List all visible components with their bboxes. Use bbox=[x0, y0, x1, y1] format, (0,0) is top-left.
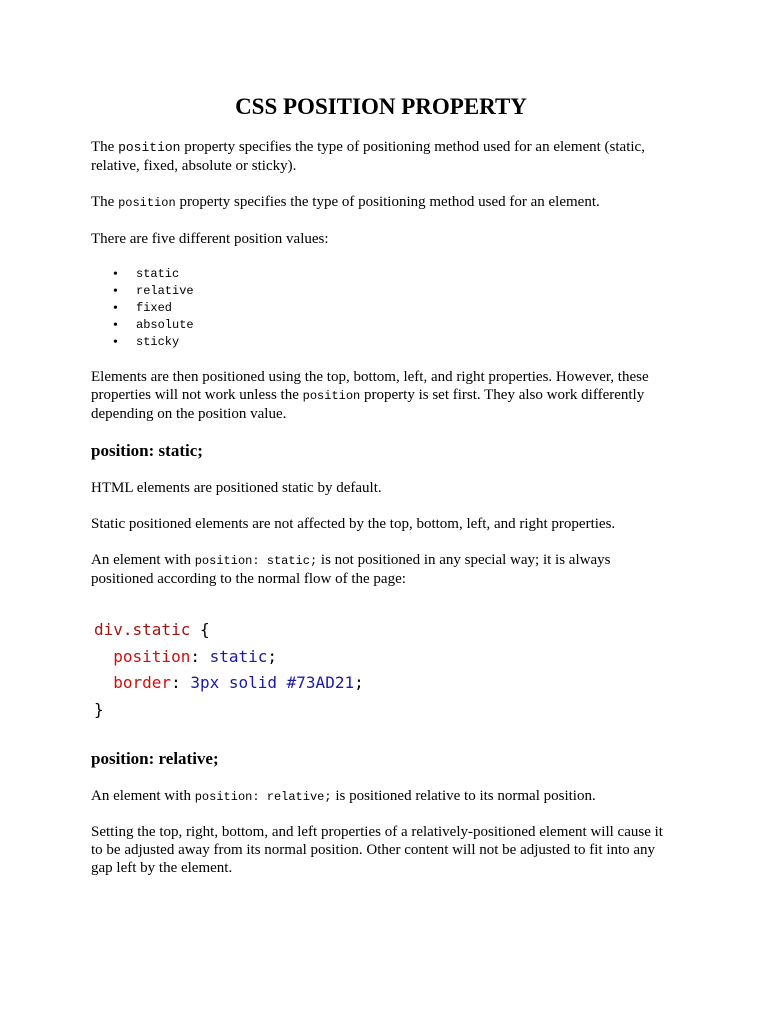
code-open-brace: { bbox=[190, 620, 210, 639]
list-item bbox=[91, 266, 194, 283]
intro2-text-pre: The bbox=[91, 194, 119, 210]
code-line-2: position: static; bbox=[113, 646, 278, 666]
static-paragraph-3 bbox=[91, 551, 631, 588]
code-property-1: position bbox=[113, 646, 191, 666]
intro2-text-post: property specifies the type of positioning method used for an element. bbox=[175, 194, 600, 210]
code-close-brace: } bbox=[94, 699, 104, 719]
position-values-list bbox=[91, 266, 194, 351]
values-intro: There are five different position values: bbox=[91, 231, 329, 247]
bullet-icon: • bbox=[113, 335, 118, 350]
intro1-text-pre: The bbox=[91, 139, 119, 155]
list-item bbox=[91, 334, 194, 351]
intro-paragraph-1 bbox=[91, 138, 666, 175]
static-p3-pre: An element with bbox=[91, 552, 195, 568]
bullet-icon: • bbox=[113, 318, 118, 333]
value-sticky: sticky bbox=[136, 335, 180, 349]
code-selector: div.static bbox=[94, 620, 191, 639]
intro2-code: position bbox=[118, 196, 176, 210]
value-relative: relative bbox=[136, 284, 194, 298]
intro-paragraph-2 bbox=[91, 193, 666, 212]
elements-text-post: property is set first. They also work differently depending on the position value. bbox=[91, 387, 645, 422]
static-p3-code: position: static; bbox=[194, 554, 318, 568]
code-line-4 bbox=[94, 697, 364, 724]
elements-paragraph bbox=[91, 368, 661, 423]
value-static: static bbox=[136, 267, 180, 281]
elements-code: position bbox=[302, 389, 361, 403]
page-title: CSS POSITION PROPERTY bbox=[235, 94, 527, 119]
bullet-icon: • bbox=[113, 267, 118, 282]
relative-p1-code: position: relative; bbox=[194, 790, 332, 804]
code-line-3: border: 3px solid #73AD21; bbox=[113, 673, 364, 692]
static-paragraph-1: HTML elements are positioned static by default. bbox=[91, 480, 382, 496]
elements-text-pre: Elements are then positioned using the top, bottom, left, and right properties. However, these properties will not work unless the bbox=[91, 369, 649, 403]
relative-p1-pre: An element with bbox=[91, 788, 195, 804]
code-example bbox=[94, 617, 364, 723]
static-heading: position: static; bbox=[91, 441, 203, 460]
list-item bbox=[91, 300, 194, 317]
relative-p1-post: is positioned relative to its normal position. bbox=[331, 788, 596, 804]
code-value-1: static bbox=[209, 646, 268, 666]
list-item bbox=[91, 317, 194, 334]
code-value-2: 3px solid #73AD21 bbox=[190, 673, 355, 692]
list-item bbox=[91, 283, 194, 300]
bullet-icon: • bbox=[113, 284, 118, 299]
static-p3-post: is not positioned in any special way; it is always positioned according to the normal flow of the page: bbox=[91, 552, 611, 587]
value-fixed: fixed bbox=[136, 301, 173, 315]
value-absolute: absolute bbox=[136, 318, 194, 332]
code-property-2: border bbox=[113, 673, 172, 692]
relative-paragraph-2: Setting the top, right, bottom, and left properties of a relatively-positioned element will cause it to be adjusted away from its normal position. Other content will not be adjusted to fit into any gap left by the element. bbox=[91, 824, 663, 876]
static-paragraph-2: Static positioned elements are not affected by the top, bottom, left, and right properties. bbox=[91, 516, 616, 532]
relative-paragraph-1 bbox=[91, 787, 666, 806]
code-line-1 bbox=[94, 617, 364, 644]
intro1-text-post: property specifies the type of positioning method used for an element (static, relative, fixed, absolute or sticky). bbox=[91, 139, 645, 174]
intro1-code: position bbox=[118, 140, 181, 155]
relative-heading: position: relative; bbox=[91, 749, 219, 768]
bullet-icon: • bbox=[113, 301, 118, 316]
